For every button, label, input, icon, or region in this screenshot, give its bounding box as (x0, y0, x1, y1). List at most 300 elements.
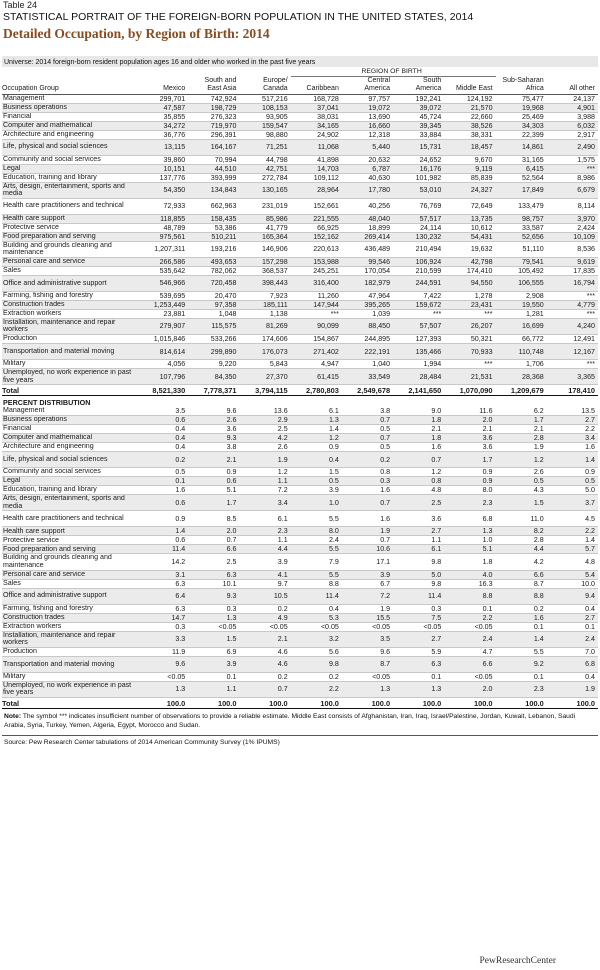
count-cell: 24,137 (547, 94, 598, 103)
col-europe-canada: Europe/ Canada (263, 76, 288, 92)
occupation-label: Protective service (2, 223, 137, 232)
count-cell: 15,731 (393, 139, 444, 155)
count-cell: 47,587 (137, 103, 188, 112)
percent-cell: 9.6 (342, 647, 393, 656)
count-cell: 17,780 (342, 182, 393, 198)
count-cell: 1,039 (342, 309, 393, 318)
count-cell: 24,902 (291, 130, 342, 139)
percent-cell: 1.0 (291, 495, 342, 511)
occupation-label: Unemployed, no work experience in past five years (2, 681, 137, 697)
occupation-label: Installation, maintenance and repair workers (2, 318, 137, 334)
count-cell: 719,970 (188, 121, 239, 130)
percent-cell: <0.05 (444, 672, 495, 681)
percent-row (2, 486, 598, 495)
total-cell: 1,209,679 (496, 385, 547, 396)
percent-cell: 1.5 (496, 495, 547, 511)
count-cell: 8,536 (547, 241, 598, 257)
percent-cell: 0.1 (444, 604, 495, 613)
occupation-label: Military (2, 360, 137, 369)
percent-cell: 1.3 (342, 681, 393, 697)
count-cell: 22,399 (496, 130, 547, 139)
percent-cell: 3.7 (547, 495, 598, 511)
count-cell: 539,695 (137, 291, 188, 300)
percent-row (2, 622, 598, 631)
occupation-label: Education, training and library (2, 486, 137, 495)
percent-cell: <0.05 (137, 672, 188, 681)
percent-row (2, 545, 598, 554)
count-cell: 133,479 (496, 198, 547, 214)
count-row (2, 139, 598, 155)
count-row (2, 335, 598, 344)
count-cell: 47,964 (342, 291, 393, 300)
percent-cell: 11.6 (444, 407, 495, 416)
occupation-label: Transportation and material moving (2, 344, 137, 360)
count-cell: 33,884 (393, 130, 444, 139)
count-cell: 436,489 (342, 241, 393, 257)
percent-cell: 9.6 (137, 656, 188, 672)
percent-cell: 8.2 (496, 527, 547, 536)
percent-cell: 1.4 (547, 452, 598, 468)
percent-cell: 16.3 (444, 579, 495, 588)
count-cell: 1,994 (393, 360, 444, 369)
occupation-label: Management (2, 407, 137, 416)
percent-cell: 13.5 (547, 407, 598, 416)
count-cell: 26,207 (444, 318, 495, 334)
percent-cell: 9.8 (393, 579, 444, 588)
count-cell: 20,470 (188, 291, 239, 300)
count-cell: 8,114 (547, 198, 598, 214)
count-cell: *** (547, 164, 598, 173)
count-cell: *** (547, 309, 598, 318)
occupation-label: Installation, maintenance and repair workers (2, 631, 137, 647)
percent-cell: 15.5 (342, 613, 393, 622)
percent-cell: 0.1 (393, 672, 444, 681)
percent-cell: 5.3 (291, 613, 342, 622)
count-cell: 52,656 (496, 232, 547, 241)
count-cell: 108,153 (239, 103, 290, 112)
percent-cell: 9.8 (393, 554, 444, 570)
percent-cell: 5.0 (547, 486, 598, 495)
count-row (2, 130, 598, 139)
universe-note: Universe: 2014 foreign-born resident population ages 16 and older who worked in the past five years (2, 56, 598, 67)
percent-cell: 2.7 (547, 416, 598, 425)
percent-row (2, 588, 598, 604)
percent-cell: 0.2 (239, 604, 290, 613)
count-cell: 164,167 (188, 139, 239, 155)
count-cell: 97,757 (342, 94, 393, 103)
percent-cell: 1.4 (137, 527, 188, 536)
percent-cell: 7.2 (342, 588, 393, 604)
percent-cell: 0.4 (291, 452, 342, 468)
count-row (2, 257, 598, 266)
occupation-label: Building and grounds cleaning and maintenance (2, 241, 137, 257)
count-cell: 85,839 (444, 173, 495, 182)
count-row (2, 173, 598, 182)
percent-cell: 3.9 (239, 554, 290, 570)
count-cell: 6,415 (496, 164, 547, 173)
percent-cell: 0.8 (393, 477, 444, 486)
percent-cell: 1.6 (342, 486, 393, 495)
count-cell: 2,908 (496, 291, 547, 300)
percent-cell: <0.05 (188, 622, 239, 631)
total-cell: 7,778,371 (188, 385, 239, 396)
count-cell: 975,561 (137, 232, 188, 241)
percent-cell: 2.2 (547, 425, 598, 434)
count-cell: 245,251 (291, 266, 342, 275)
count-cell: 174,410 (444, 266, 495, 275)
count-cell: 14,703 (291, 164, 342, 173)
count-cell: 1,706 (496, 360, 547, 369)
percent-cell: 0.9 (547, 468, 598, 477)
count-cell: 517,216 (239, 94, 290, 103)
percent-cell: 11.4 (393, 588, 444, 604)
count-cell: 33,549 (342, 369, 393, 385)
percent-cell: 0.5 (291, 477, 342, 486)
occupation-label: Community and social services (2, 468, 137, 477)
count-cell: 1,278 (444, 291, 495, 300)
count-cell: 1,048 (188, 309, 239, 318)
occupation-label: Legal (2, 164, 137, 173)
count-cell: 16,660 (342, 121, 393, 130)
count-cell: 13,735 (444, 214, 495, 223)
percent-cell: 1.3 (291, 416, 342, 425)
occupation-label: Business operations (2, 103, 137, 112)
count-cell: 8,986 (547, 173, 598, 182)
percent-cell: 11.4 (291, 588, 342, 604)
percent-cell: 10.5 (239, 588, 290, 604)
count-cell: 105,492 (496, 266, 547, 275)
percent-cell: 1.9 (547, 681, 598, 697)
percent-cell: 2.1 (188, 452, 239, 468)
percent-cell: 2.5 (188, 554, 239, 570)
count-cell: 147,944 (291, 300, 342, 309)
percent-cell: 2.0 (188, 527, 239, 536)
percent-cell: 4.4 (496, 545, 547, 554)
count-cell: 533,266 (188, 335, 239, 344)
count-cell: *** (444, 360, 495, 369)
percent-cell: 2.3 (444, 495, 495, 511)
count-cell: 146,906 (239, 241, 290, 257)
percent-cell: 2.1 (393, 425, 444, 434)
count-cell: 16,794 (547, 275, 598, 291)
count-cell: 192,241 (393, 94, 444, 103)
count-cell: 493,653 (188, 257, 239, 266)
count-cell: 24,652 (393, 155, 444, 164)
count-cell: 97,358 (188, 300, 239, 309)
percent-cell: 6.6 (496, 570, 547, 579)
col-caribbean: Caribbean (306, 84, 339, 92)
occupation-label: Extraction workers (2, 622, 137, 631)
percent-row (2, 570, 598, 579)
count-cell: 299,890 (188, 344, 239, 360)
percent-row (2, 468, 598, 477)
percent-cell: 2.2 (547, 527, 598, 536)
percent-cell: 2.6 (188, 416, 239, 425)
percent-cell: 1.2 (291, 434, 342, 443)
percent-cell: 1.3 (188, 613, 239, 622)
count-cell: 38,526 (444, 121, 495, 130)
percent-cell: 3.9 (188, 656, 239, 672)
count-cell: 106,555 (496, 275, 547, 291)
count-cell: 118,855 (137, 214, 188, 223)
count-cell: 395,265 (342, 300, 393, 309)
percent-cell: 0.3 (342, 477, 393, 486)
percent-cell: 6.1 (291, 407, 342, 416)
count-cell: 41,898 (291, 155, 342, 164)
count-cell: 11,068 (291, 139, 342, 155)
percent-row (2, 613, 598, 622)
percent-cell: 0.8 (342, 468, 393, 477)
percent-cell: 0.1 (496, 672, 547, 681)
count-cell: 124,192 (444, 94, 495, 103)
count-cell: 24,327 (444, 182, 495, 198)
count-cell: 1,138 (239, 309, 290, 318)
percent-cell: <0.05 (342, 672, 393, 681)
count-cell: 52,564 (496, 173, 547, 182)
percent-cell: 1.6 (547, 443, 598, 452)
percent-cell: 11.0 (496, 511, 547, 527)
percent-cell: 3.6 (188, 425, 239, 434)
percent-cell: 0.4 (137, 425, 188, 434)
total-cell: 100.0 (137, 698, 188, 709)
count-cell: 12,491 (547, 335, 598, 344)
percent-cell: 2.2 (291, 681, 342, 697)
percent-cell: 6.1 (239, 511, 290, 527)
percent-cell: <0.05 (393, 622, 444, 631)
count-cell: 152,661 (291, 198, 342, 214)
percent-cell: 7.9 (291, 554, 342, 570)
count-cell: 276,323 (188, 112, 239, 121)
region-of-birth-header: REGION OF BIRTH (291, 67, 496, 76)
percent-row (2, 443, 598, 452)
percent-cell: 2.7 (393, 527, 444, 536)
percent-cell: 1.5 (291, 468, 342, 477)
count-row (2, 232, 598, 241)
count-cell: 2,490 (547, 139, 598, 155)
percent-cell: 1.7 (444, 452, 495, 468)
percent-cell: 1.1 (239, 477, 290, 486)
percent-cell: 3.6 (393, 511, 444, 527)
count-cell: 662,963 (188, 198, 239, 214)
percent-cell: 8.8 (291, 579, 342, 588)
count-cell: 7,422 (393, 291, 444, 300)
occupation-label: Farming, fishing and forestry (2, 291, 137, 300)
occupation-label: Office and administrative support (2, 588, 137, 604)
count-cell: 157,298 (239, 257, 290, 266)
percent-cell: 13.6 (239, 407, 290, 416)
count-cell: 18,899 (342, 223, 393, 232)
percent-cell: 2.8 (496, 536, 547, 545)
occupation-label: Management (2, 94, 137, 103)
count-cell: 72,933 (137, 198, 188, 214)
count-cell: 98,757 (496, 214, 547, 223)
pew-logo: PewResearchCenter (479, 956, 556, 966)
col-south-east-asia: South and East Asia (204, 76, 237, 92)
percent-cell: 2.7 (393, 631, 444, 647)
count-row (2, 121, 598, 130)
total-cell: 100.0 (393, 698, 444, 709)
percent-row (2, 681, 598, 697)
count-cell: 9,619 (547, 257, 598, 266)
percent-cell: 1.0 (444, 536, 495, 545)
occupation-label: Business operations (2, 416, 137, 425)
count-row (2, 103, 598, 112)
percent-cell: 4.6 (239, 656, 290, 672)
count-cell: 39,345 (393, 121, 444, 130)
occupation-label: Architecture and engineering (2, 130, 137, 139)
percent-cell: 11.9 (137, 647, 188, 656)
count-cell: 44,798 (239, 155, 290, 164)
occupation-table (2, 67, 598, 709)
percent-cell: 6.3 (393, 656, 444, 672)
count-cell: 535,642 (137, 266, 188, 275)
percent-cell: 6.6 (188, 545, 239, 554)
count-cell: 28,964 (291, 182, 342, 198)
count-cell: 36,776 (137, 130, 188, 139)
percent-cell: 3.9 (342, 570, 393, 579)
col-mexico: Mexico (163, 84, 186, 92)
count-cell: 5,440 (342, 139, 393, 155)
percent-cell: <0.05 (291, 622, 342, 631)
percent-cell: 9.4 (547, 588, 598, 604)
percent-cell: 5.1 (444, 545, 495, 554)
count-cell: 79,541 (496, 257, 547, 266)
count-cell: 210,494 (393, 241, 444, 257)
count-cell: 6,679 (547, 182, 598, 198)
total-cell: 3,794,115 (239, 385, 290, 396)
percent-row (2, 656, 598, 672)
count-cell: 16,176 (393, 164, 444, 173)
occupation-label: Food preparation and serving (2, 545, 137, 554)
count-row (2, 241, 598, 257)
percent-cell: 4.6 (239, 647, 290, 656)
percent-cell: 6.8 (547, 656, 598, 672)
count-cell: 42,798 (444, 257, 495, 266)
percent-cell: 0.5 (496, 477, 547, 486)
occupation-label: Office and administrative support (2, 275, 137, 291)
percent-cell: 4.2 (239, 434, 290, 443)
count-cell: 1,575 (547, 155, 598, 164)
percent-cell: 0.7 (342, 416, 393, 425)
count-cell: 66,772 (496, 335, 547, 344)
percent-cell: 6.9 (188, 647, 239, 656)
percent-cell: 1.6 (496, 613, 547, 622)
count-cell: 742,924 (188, 94, 239, 103)
count-cell: 51,110 (496, 241, 547, 257)
count-cell: 4,056 (137, 360, 188, 369)
percent-cell: 0.7 (342, 434, 393, 443)
percent-cell: 1.6 (393, 443, 444, 452)
occupation-label: Personal care and service (2, 570, 137, 579)
percent-cell: 0.2 (291, 672, 342, 681)
percent-cell: 8.7 (496, 579, 547, 588)
percent-cell: 0.7 (239, 681, 290, 697)
count-cell: 2,917 (547, 130, 598, 139)
percent-cell: 5.5 (291, 570, 342, 579)
count-cell: *** (547, 291, 598, 300)
count-cell: 130,232 (393, 232, 444, 241)
count-cell: 40,630 (342, 173, 393, 182)
count-cell: 34,303 (496, 121, 547, 130)
percent-row (2, 477, 598, 486)
total-cell: 2,780,803 (291, 385, 342, 396)
count-row (2, 369, 598, 385)
count-cell: 37,041 (291, 103, 342, 112)
count-cell: 34,165 (291, 121, 342, 130)
count-row (2, 318, 598, 334)
percent-cell: 5.5 (496, 647, 547, 656)
occupation-label: Construction trades (2, 300, 137, 309)
count-cell: 9,670 (444, 155, 495, 164)
count-cell: 115,575 (188, 318, 239, 334)
occupation-label: Arts, design, entertainment, sports and media (2, 495, 137, 511)
percent-row (2, 536, 598, 545)
percent-cell: 1.2 (393, 468, 444, 477)
count-cell: 1,281 (496, 309, 547, 318)
percent-cell: 2.5 (393, 495, 444, 511)
count-cell: 10,109 (547, 232, 598, 241)
count-cell: 18,457 (444, 139, 495, 155)
percent-cell: 8.5 (188, 511, 239, 527)
count-cell: 57,507 (393, 318, 444, 334)
count-cell: 2,424 (547, 223, 598, 232)
percent-cell: 2.3 (239, 527, 290, 536)
percent-cell: 5.6 (291, 647, 342, 656)
count-cell: 170,054 (342, 266, 393, 275)
percent-cell: 14.7 (137, 613, 188, 622)
percent-row (2, 434, 598, 443)
percent-cell: 3.3 (137, 631, 188, 647)
count-cell: 12,318 (342, 130, 393, 139)
percent-cell: 8.0 (444, 486, 495, 495)
note-label: Note: (4, 713, 22, 720)
percent-cell: 10.1 (188, 579, 239, 588)
percent-cell: 0.4 (137, 434, 188, 443)
percent-cell: 1.9 (496, 443, 547, 452)
percent-cell: 2.1 (239, 631, 290, 647)
count-cell: 84,350 (188, 369, 239, 385)
percent-cell: 8.7 (342, 656, 393, 672)
percent-cell: 1.2 (496, 452, 547, 468)
percent-cell: 6.7 (342, 579, 393, 588)
count-cell: 3,365 (547, 369, 598, 385)
count-cell: 193,216 (188, 241, 239, 257)
count-cell: 782,062 (188, 266, 239, 275)
percent-cell: 1.5 (188, 631, 239, 647)
count-cell: 66,925 (291, 223, 342, 232)
count-row (2, 198, 598, 214)
col-all-other: All other (569, 84, 595, 92)
percent-cell: 0.1 (547, 622, 598, 631)
occupation-label: Personal care and service (2, 257, 137, 266)
percent-cell: 2.6 (496, 468, 547, 477)
percent-cell: 6.2 (496, 407, 547, 416)
report-supertitle: STATISTICAL PORTRAIT OF THE FOREIGN-BORN POPULATION IN THE UNITED STATES, 2014 (3, 11, 474, 23)
total-cell: 100.0 (188, 698, 239, 709)
percent-row (2, 495, 598, 511)
percent-cell: 5.9 (393, 647, 444, 656)
percent-cell: 3.5 (342, 631, 393, 647)
count-cell: 110,748 (496, 344, 547, 360)
count-cell: 35,855 (137, 112, 188, 121)
occupation-label: Life, physical and social sciences (2, 139, 137, 155)
occupation-label: Legal (2, 477, 137, 486)
count-cell: 272,784 (239, 173, 290, 182)
percent-cell: 1.4 (547, 536, 598, 545)
total-row (2, 385, 598, 396)
count-cell: 33,587 (496, 223, 547, 232)
count-row (2, 266, 598, 275)
